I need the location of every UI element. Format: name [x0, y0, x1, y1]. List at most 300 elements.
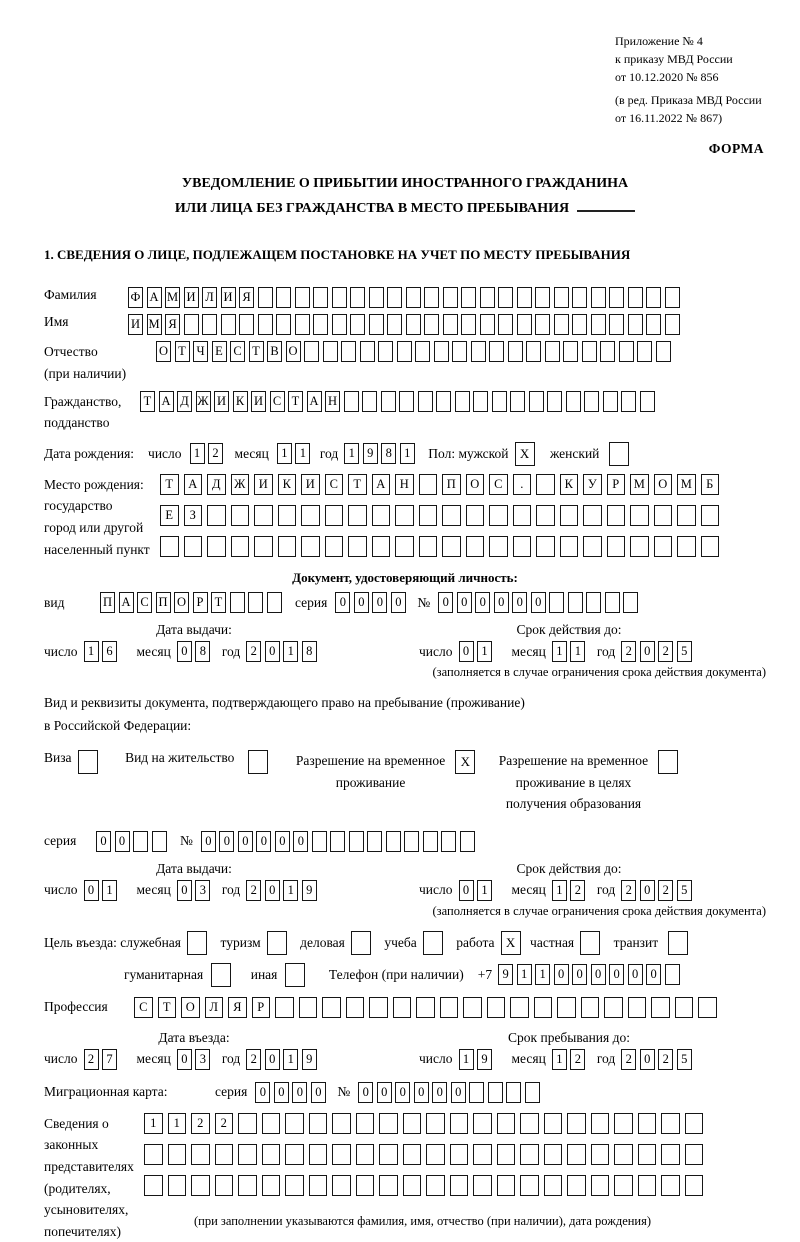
char-cell[interactable] [661, 1113, 680, 1134]
char-cell[interactable]: С [270, 391, 285, 412]
purpose-tourism-checkbox[interactable] [267, 931, 291, 955]
entry-year-cells[interactable] [246, 1049, 320, 1070]
char-cell[interactable] [603, 391, 618, 412]
char-cell[interactable] [489, 505, 508, 526]
char-cell[interactable] [397, 341, 412, 362]
char-cell[interactable] [654, 536, 673, 557]
char-cell[interactable]: 0 [201, 831, 216, 852]
char-cell[interactable]: 8 [302, 641, 317, 662]
char-cell[interactable] [403, 1144, 422, 1165]
char-cell[interactable]: 1 [344, 443, 359, 464]
char-cell[interactable]: Б [701, 474, 720, 495]
char-cell[interactable]: М [677, 474, 696, 495]
surname-cells[interactable] [128, 287, 683, 308]
purpose-private-checkbox[interactable] [580, 931, 604, 955]
char-cell[interactable]: 0 [354, 592, 369, 613]
char-cell[interactable] [572, 314, 587, 335]
char-cell[interactable] [535, 287, 550, 308]
char-cell[interactable]: 0 [451, 1082, 466, 1103]
char-cell[interactable] [545, 341, 560, 362]
char-cell[interactable]: X [455, 750, 475, 774]
residence-permit-checkbox[interactable] [248, 750, 272, 774]
char-cell[interactable]: 2 [246, 641, 261, 662]
char-cell[interactable] [628, 287, 643, 308]
char-cell[interactable] [685, 1144, 704, 1165]
char-cell[interactable] [563, 341, 578, 362]
char-cell[interactable] [386, 831, 401, 852]
char-cell[interactable] [630, 536, 649, 557]
char-cell[interactable] [489, 341, 504, 362]
char-cell[interactable] [285, 1113, 304, 1134]
char-cell[interactable] [560, 536, 579, 557]
char-cell[interactable]: 0 [84, 880, 99, 901]
char-cell[interactable] [285, 1144, 304, 1165]
char-cell[interactable] [607, 536, 626, 557]
char-cell[interactable] [344, 391, 359, 412]
purpose-business-checkbox[interactable] [351, 931, 375, 955]
char-cell[interactable] [498, 287, 513, 308]
char-cell[interactable] [510, 391, 525, 412]
char-cell[interactable] [231, 505, 250, 526]
birthplace-cells-row3[interactable] [160, 536, 724, 557]
char-cell[interactable] [418, 391, 433, 412]
char-cell[interactable] [619, 341, 634, 362]
id-seriya-cells[interactable] [335, 592, 409, 613]
char-cell[interactable] [607, 505, 626, 526]
char-cell[interactable]: И [221, 287, 236, 308]
char-cell[interactable]: 0 [494, 592, 509, 613]
char-cell[interactable] [591, 1175, 610, 1196]
char-cell[interactable] [442, 505, 461, 526]
char-cell[interactable] [230, 592, 245, 613]
char-cell[interactable] [520, 1144, 539, 1165]
char-cell[interactable]: С [230, 341, 245, 362]
char-cell[interactable]: 0 [96, 831, 111, 852]
temp-residence-checkbox[interactable] [455, 750, 479, 774]
char-cell[interactable]: 1 [459, 1049, 474, 1070]
migration-seriya-cells[interactable] [255, 1082, 329, 1103]
char-cell[interactable] [406, 287, 421, 308]
char-cell[interactable] [332, 1144, 351, 1165]
char-cell[interactable] [525, 1082, 540, 1103]
char-cell[interactable]: Т [348, 474, 367, 495]
char-cell[interactable]: А [147, 287, 162, 308]
char-cell[interactable] [677, 505, 696, 526]
char-cell[interactable] [248, 750, 268, 774]
char-cell[interactable] [461, 287, 476, 308]
char-cell[interactable] [623, 592, 638, 613]
char-cell[interactable] [262, 1144, 281, 1165]
char-cell[interactable] [661, 1175, 680, 1196]
char-cell[interactable] [701, 505, 720, 526]
char-cell[interactable]: В [267, 341, 282, 362]
char-cell[interactable]: 0 [432, 1082, 447, 1103]
char-cell[interactable] [187, 931, 207, 955]
char-cell[interactable] [301, 505, 320, 526]
resid-issue-year-cells[interactable] [246, 880, 320, 901]
char-cell[interactable] [332, 1113, 351, 1134]
char-cell[interactable]: . [513, 474, 532, 495]
char-cell[interactable]: 6 [102, 641, 117, 662]
id-valid-year-cells[interactable] [621, 641, 695, 662]
id-type-cells[interactable] [100, 592, 285, 613]
char-cell[interactable] [299, 997, 318, 1018]
char-cell[interactable]: 0 [115, 831, 130, 852]
char-cell[interactable] [184, 314, 199, 335]
char-cell[interactable] [450, 1113, 469, 1134]
char-cell[interactable] [379, 1144, 398, 1165]
char-cell[interactable]: 0 [265, 1049, 280, 1070]
birthplace-cells-row1[interactable] [160, 474, 724, 495]
char-cell[interactable]: 0 [275, 831, 290, 852]
char-cell[interactable] [356, 1113, 375, 1134]
char-cell[interactable] [554, 314, 569, 335]
char-cell[interactable]: 0 [311, 1082, 326, 1103]
char-cell[interactable] [351, 931, 371, 955]
char-cell[interactable] [544, 1175, 563, 1196]
profession-cells[interactable] [134, 997, 722, 1018]
char-cell[interactable] [665, 964, 680, 985]
char-cell[interactable] [609, 314, 624, 335]
char-cell[interactable] [497, 1175, 516, 1196]
char-cell[interactable] [701, 536, 720, 557]
representatives-cells-row3[interactable] [144, 1175, 708, 1196]
char-cell[interactable] [369, 287, 384, 308]
char-cell[interactable]: 0 [238, 831, 253, 852]
char-cell[interactable]: 0 [377, 1082, 392, 1103]
char-cell[interactable] [661, 1144, 680, 1165]
char-cell[interactable] [419, 474, 438, 495]
char-cell[interactable] [471, 341, 486, 362]
char-cell[interactable]: 0 [255, 1082, 270, 1103]
char-cell[interactable] [443, 287, 458, 308]
char-cell[interactable] [267, 931, 287, 955]
char-cell[interactable] [572, 287, 587, 308]
char-cell[interactable]: 1 [168, 1113, 187, 1134]
char-cell[interactable] [581, 997, 600, 1018]
char-cell[interactable]: 0 [459, 880, 474, 901]
char-cell[interactable]: Д [177, 391, 192, 412]
char-cell[interactable] [330, 831, 345, 852]
entry-month-cells[interactable] [177, 1049, 214, 1070]
char-cell[interactable] [440, 997, 459, 1018]
char-cell[interactable] [455, 391, 470, 412]
char-cell[interactable]: 9 [302, 880, 317, 901]
char-cell[interactable] [567, 1175, 586, 1196]
char-cell[interactable] [313, 287, 328, 308]
char-cell[interactable] [349, 831, 364, 852]
char-cell[interactable] [480, 287, 495, 308]
char-cell[interactable] [436, 391, 451, 412]
char-cell[interactable]: X [515, 442, 535, 466]
char-cell[interactable]: И [184, 287, 199, 308]
phone-cells[interactable] [498, 964, 683, 985]
char-cell[interactable]: К [233, 391, 248, 412]
char-cell[interactable]: П [100, 592, 115, 613]
char-cell[interactable] [591, 287, 606, 308]
resid-valid-month-cells[interactable] [552, 880, 589, 901]
char-cell[interactable] [441, 831, 456, 852]
char-cell[interactable] [480, 314, 495, 335]
char-cell[interactable]: Р [193, 592, 208, 613]
char-cell[interactable]: Д [207, 474, 226, 495]
char-cell[interactable]: 2 [191, 1113, 210, 1134]
char-cell[interactable] [378, 341, 393, 362]
char-cell[interactable] [580, 931, 600, 955]
char-cell[interactable] [628, 314, 643, 335]
char-cell[interactable]: 2 [658, 1049, 673, 1070]
char-cell[interactable] [614, 1175, 633, 1196]
char-cell[interactable] [78, 750, 98, 774]
char-cell[interactable] [658, 750, 678, 774]
char-cell[interactable]: 0 [414, 1082, 429, 1103]
char-cell[interactable] [544, 1113, 563, 1134]
char-cell[interactable] [191, 1144, 210, 1165]
char-cell[interactable] [348, 536, 367, 557]
char-cell[interactable]: О [466, 474, 485, 495]
char-cell[interactable] [489, 536, 508, 557]
id-issue-year-cells[interactable] [246, 641, 320, 662]
char-cell[interactable]: 0 [177, 641, 192, 662]
char-cell[interactable]: 0 [646, 964, 661, 985]
char-cell[interactable] [604, 997, 623, 1018]
char-cell[interactable] [262, 1175, 281, 1196]
char-cell[interactable]: Ч [193, 341, 208, 362]
char-cell[interactable] [424, 314, 439, 335]
char-cell[interactable] [424, 287, 439, 308]
char-cell[interactable] [403, 1175, 422, 1196]
char-cell[interactable]: М [165, 287, 180, 308]
char-cell[interactable]: 0 [459, 641, 474, 662]
char-cell[interactable] [393, 997, 412, 1018]
char-cell[interactable]: 2 [246, 1049, 261, 1070]
char-cell[interactable] [309, 1113, 328, 1134]
char-cell[interactable] [301, 536, 320, 557]
id-number-cells[interactable] [438, 592, 642, 613]
char-cell[interactable] [549, 592, 564, 613]
char-cell[interactable] [473, 1175, 492, 1196]
char-cell[interactable] [238, 1175, 257, 1196]
char-cell[interactable]: 0 [256, 831, 271, 852]
char-cell[interactable] [547, 391, 562, 412]
char-cell[interactable]: 0 [219, 831, 234, 852]
char-cell[interactable] [675, 997, 694, 1018]
char-cell[interactable]: С [137, 592, 152, 613]
char-cell[interactable]: 1 [190, 443, 205, 464]
sex-female-checkbox[interactable] [609, 442, 633, 466]
purpose-transit-checkbox[interactable] [668, 931, 692, 955]
char-cell[interactable]: 0 [609, 964, 624, 985]
char-cell[interactable] [416, 997, 435, 1018]
char-cell[interactable] [638, 1144, 657, 1165]
char-cell[interactable]: 2 [658, 641, 673, 662]
char-cell[interactable] [466, 536, 485, 557]
char-cell[interactable] [614, 1144, 633, 1165]
char-cell[interactable]: 5 [677, 1049, 692, 1070]
char-cell[interactable] [637, 341, 652, 362]
char-cell[interactable]: Ж [231, 474, 250, 495]
char-cell[interactable]: 0 [395, 1082, 410, 1103]
char-cell[interactable]: И [301, 474, 320, 495]
char-cell[interactable]: О [286, 341, 301, 362]
char-cell[interactable] [295, 287, 310, 308]
char-cell[interactable] [202, 314, 217, 335]
char-cell[interactable]: 0 [292, 1082, 307, 1103]
char-cell[interactable] [276, 287, 291, 308]
char-cell[interactable] [473, 1113, 492, 1134]
purpose-humanitarian-checkbox[interactable] [211, 963, 235, 987]
char-cell[interactable] [304, 341, 319, 362]
purpose-official-checkbox[interactable] [187, 931, 211, 955]
char-cell[interactable] [526, 341, 541, 362]
char-cell[interactable] [254, 505, 273, 526]
id-valid-day-cells[interactable] [459, 641, 496, 662]
char-cell[interactable] [600, 341, 615, 362]
birthplace-cells-row2[interactable] [160, 505, 724, 526]
char-cell[interactable] [348, 505, 367, 526]
char-cell[interactable] [215, 1144, 234, 1165]
char-cell[interactable] [356, 1144, 375, 1165]
char-cell[interactable] [513, 536, 532, 557]
char-cell[interactable]: 1 [535, 964, 550, 985]
char-cell[interactable]: О [654, 474, 673, 495]
char-cell[interactable]: 1 [517, 964, 532, 985]
char-cell[interactable] [628, 997, 647, 1018]
char-cell[interactable]: Т [288, 391, 303, 412]
char-cell[interactable] [510, 997, 529, 1018]
char-cell[interactable] [372, 536, 391, 557]
char-cell[interactable]: 1 [84, 641, 99, 662]
char-cell[interactable] [254, 536, 273, 557]
char-cell[interactable]: 1 [283, 1049, 298, 1070]
char-cell[interactable]: 2 [570, 1049, 585, 1070]
char-cell[interactable] [184, 536, 203, 557]
char-cell[interactable] [568, 592, 583, 613]
char-cell[interactable]: 0 [274, 1082, 289, 1103]
representatives-cells-row1[interactable] [144, 1113, 708, 1134]
char-cell[interactable]: 2 [84, 1049, 99, 1070]
char-cell[interactable]: О [181, 997, 200, 1018]
char-cell[interactable]: А [307, 391, 322, 412]
char-cell[interactable]: К [560, 474, 579, 495]
char-cell[interactable] [609, 287, 624, 308]
char-cell[interactable] [654, 505, 673, 526]
char-cell[interactable] [215, 1175, 234, 1196]
stay-month-cells[interactable] [552, 1049, 589, 1070]
char-cell[interactable] [423, 831, 438, 852]
char-cell[interactable] [586, 592, 601, 613]
char-cell[interactable]: 2 [246, 880, 261, 901]
resid-valid-day-cells[interactable] [459, 880, 496, 901]
char-cell[interactable]: 1 [283, 641, 298, 662]
char-cell[interactable] [152, 831, 167, 852]
char-cell[interactable] [513, 505, 532, 526]
char-cell[interactable] [285, 963, 305, 987]
char-cell[interactable]: 0 [531, 592, 546, 613]
char-cell[interactable] [309, 1144, 328, 1165]
char-cell[interactable]: 0 [640, 1049, 655, 1070]
char-cell[interactable] [285, 1175, 304, 1196]
char-cell[interactable] [487, 997, 506, 1018]
visa-checkbox[interactable] [78, 750, 102, 774]
char-cell[interactable] [646, 287, 661, 308]
char-cell[interactable]: 1 [552, 880, 567, 901]
char-cell[interactable] [144, 1175, 163, 1196]
char-cell[interactable]: 0 [177, 1049, 192, 1070]
char-cell[interactable] [419, 505, 438, 526]
char-cell[interactable]: 1 [400, 443, 415, 464]
char-cell[interactable] [160, 536, 179, 557]
resid-number-cells[interactable] [201, 831, 479, 852]
char-cell[interactable]: X [501, 931, 521, 955]
char-cell[interactable]: 2 [621, 641, 636, 662]
char-cell[interactable]: И [254, 474, 273, 495]
char-cell[interactable] [207, 505, 226, 526]
char-cell[interactable]: 1 [144, 1113, 163, 1134]
char-cell[interactable] [560, 505, 579, 526]
char-cell[interactable] [591, 314, 606, 335]
char-cell[interactable] [668, 931, 688, 955]
char-cell[interactable]: Т [160, 474, 179, 495]
char-cell[interactable] [325, 505, 344, 526]
char-cell[interactable] [381, 391, 396, 412]
char-cell[interactable] [332, 314, 347, 335]
char-cell[interactable] [360, 341, 375, 362]
char-cell[interactable]: Е [212, 341, 227, 362]
char-cell[interactable] [144, 1144, 163, 1165]
char-cell[interactable] [536, 474, 555, 495]
char-cell[interactable]: Ф [128, 287, 143, 308]
char-cell[interactable] [238, 1113, 257, 1134]
char-cell[interactable] [497, 1144, 516, 1165]
char-cell[interactable] [258, 287, 273, 308]
char-cell[interactable] [508, 341, 523, 362]
char-cell[interactable] [211, 963, 231, 987]
id-valid-month-cells[interactable] [552, 641, 589, 662]
birth-month-cells[interactable] [277, 443, 314, 464]
char-cell[interactable]: З [184, 505, 203, 526]
char-cell[interactable]: Т [140, 391, 155, 412]
char-cell[interactable]: С [489, 474, 508, 495]
char-cell[interactable] [443, 314, 458, 335]
char-cell[interactable]: 1 [552, 641, 567, 662]
char-cell[interactable] [403, 1113, 422, 1134]
char-cell[interactable]: 8 [195, 641, 210, 662]
char-cell[interactable]: Я [228, 997, 247, 1018]
char-cell[interactable]: Е [160, 505, 179, 526]
char-cell[interactable] [278, 505, 297, 526]
char-cell[interactable]: 0 [335, 592, 350, 613]
char-cell[interactable] [460, 831, 475, 852]
char-cell[interactable] [450, 1144, 469, 1165]
char-cell[interactable]: П [442, 474, 461, 495]
entry-day-cells[interactable] [84, 1049, 121, 1070]
char-cell[interactable] [275, 997, 294, 1018]
char-cell[interactable]: Т [211, 592, 226, 613]
char-cell[interactable] [239, 314, 254, 335]
temp-residence-edu-checkbox[interactable] [658, 750, 682, 774]
char-cell[interactable] [566, 391, 581, 412]
char-cell[interactable] [262, 1113, 281, 1134]
char-cell[interactable] [591, 1144, 610, 1165]
char-cell[interactable] [591, 1113, 610, 1134]
char-cell[interactable] [426, 1175, 445, 1196]
stay-day-cells[interactable] [459, 1049, 496, 1070]
char-cell[interactable]: 1 [295, 443, 310, 464]
char-cell[interactable] [651, 997, 670, 1018]
char-cell[interactable]: И [214, 391, 229, 412]
char-cell[interactable] [332, 1175, 351, 1196]
